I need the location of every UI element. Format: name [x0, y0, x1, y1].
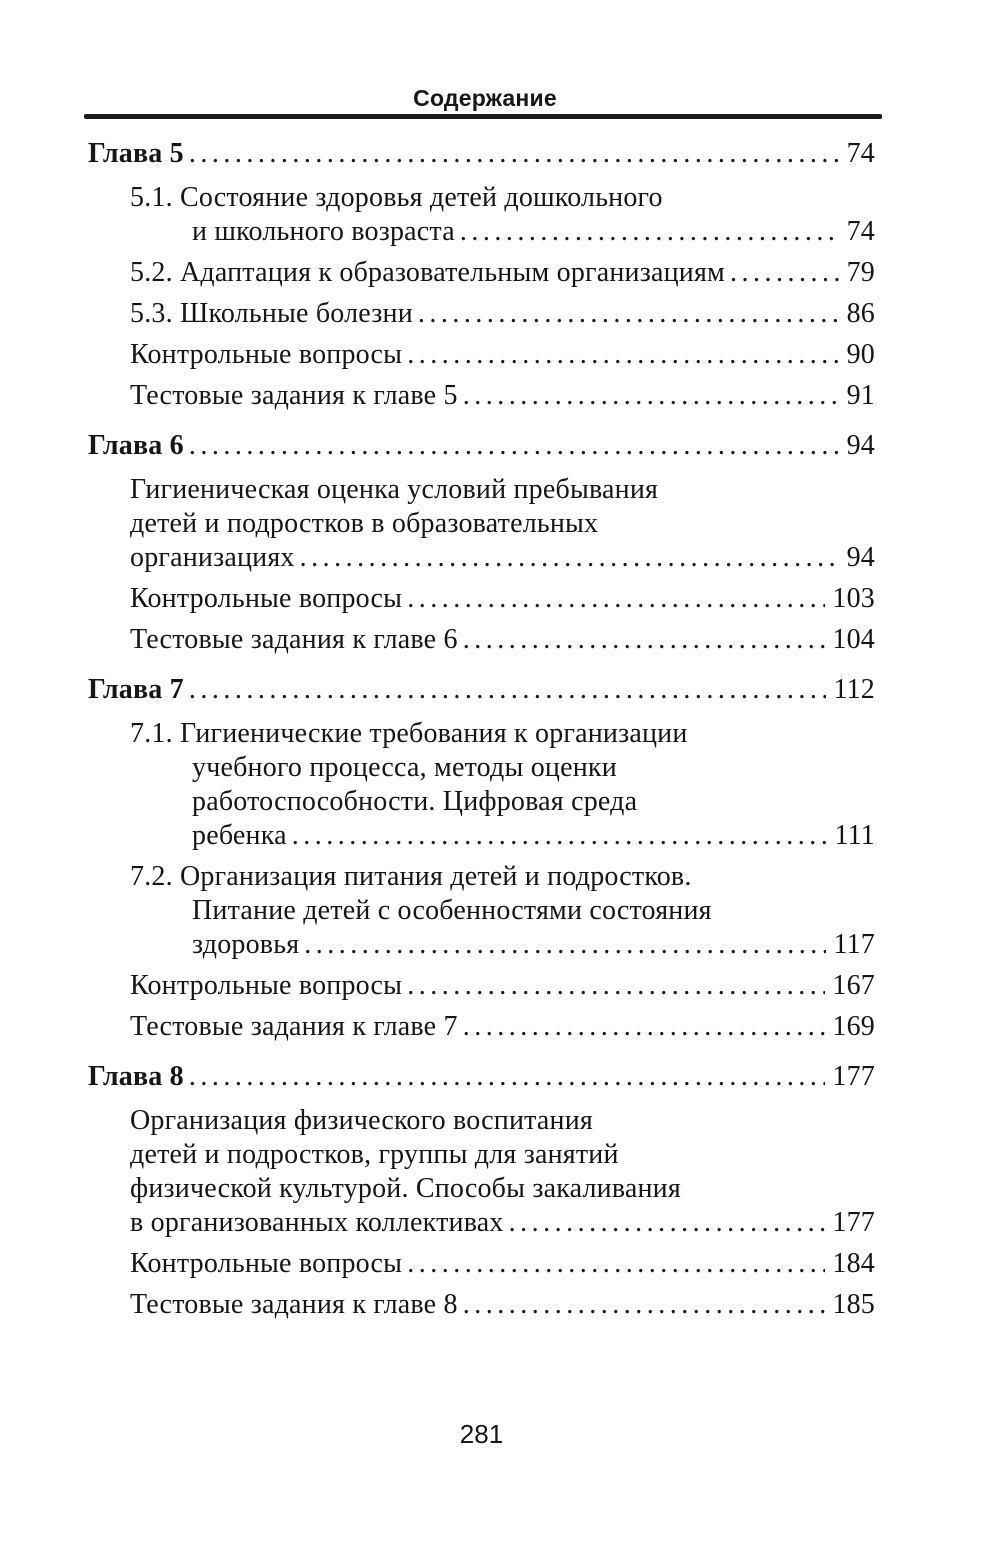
toc-entry — [130, 256, 875, 290]
entry-page-number: 169 — [832, 1011, 875, 1042]
entry-page-number: 74 — [846, 216, 875, 247]
toc-entry — [130, 1247, 875, 1281]
chapter-page-number: 94 — [846, 430, 875, 461]
dot-leader — [730, 256, 840, 290]
entry-page-number: 91 — [846, 380, 875, 411]
toc-entry-line — [130, 582, 875, 616]
toc-entry-line — [130, 1288, 875, 1322]
chapter-page-number: 112 — [833, 674, 875, 705]
header-rule — [84, 114, 882, 119]
toc-entry-text: организациях — [130, 542, 295, 573]
toc-entry-line: Питание детей с особенностями состояния — [192, 895, 712, 926]
entry-page-number: 90 — [846, 339, 875, 370]
toc-entry-line — [130, 379, 875, 413]
toc-entry-line: детей и подростков в образовательных — [130, 508, 599, 539]
toc-section-chapter-6 — [88, 429, 875, 657]
toc-entry-line — [192, 819, 875, 853]
table-of-contents — [88, 137, 875, 1329]
toc-entry — [130, 582, 875, 616]
toc-entry-text: Контрольные вопросы — [130, 1248, 403, 1279]
toc-chapter-row — [88, 673, 875, 707]
chapter-page-number: 177 — [832, 1061, 875, 1092]
toc-entry-text: 5.2. Адаптация к образовательным организациям — [130, 257, 725, 288]
toc-section-chapter-7 — [88, 673, 875, 1044]
entry-page-number: 103 — [832, 583, 875, 614]
toc-entry — [130, 1104, 875, 1240]
toc-entry-text: здоровья — [192, 929, 300, 960]
toc-entry-line: физической культурой. Способы закаливания — [130, 1173, 681, 1204]
toc-entry-text: в организованных коллективах — [130, 1207, 504, 1238]
toc-entry-line: 7.1. Гигиенические требования к организации — [130, 718, 688, 749]
toc-entry-line: работоспособности. Цифровая среда — [192, 786, 638, 817]
toc-entry-text: Контрольные вопросы — [130, 339, 403, 370]
dot-leader — [407, 582, 825, 616]
toc-entry-line: Организация физического воспитания — [130, 1105, 593, 1136]
dot-leader — [418, 297, 840, 331]
chapter-page-number: 74 — [846, 138, 875, 169]
toc-entry-line — [130, 969, 875, 1003]
entry-page-number: 167 — [832, 970, 875, 1001]
toc-entry — [130, 181, 875, 249]
entry-page-number: 117 — [833, 929, 875, 960]
toc-entry-line — [130, 623, 875, 657]
toc-entry-text: и школьного возраста — [192, 216, 455, 247]
toc-entry-text: ребенка — [192, 820, 287, 851]
toc-entry-line: 7.2. Организация питания детей и подростков. — [130, 861, 692, 892]
toc-chapter-row — [88, 137, 875, 171]
toc-entry — [130, 623, 875, 657]
toc-entry — [130, 1010, 875, 1044]
toc-entry-line — [130, 1206, 875, 1240]
toc-entry-line: Гигиеническая оценка условий пребывания — [130, 474, 659, 505]
entry-page-number: 184 — [832, 1248, 875, 1279]
dot-leader — [509, 1206, 826, 1240]
dot-leader — [189, 429, 840, 463]
toc-entry-text: Контрольные вопросы — [130, 583, 403, 614]
toc-entry-line — [130, 338, 875, 372]
dot-leader — [189, 673, 827, 707]
toc-section-chapter-8 — [88, 1060, 875, 1322]
entry-page-number: 79 — [846, 257, 875, 288]
toc-entry-line — [130, 256, 875, 290]
dot-leader — [407, 338, 839, 372]
dot-leader — [463, 379, 840, 413]
toc-entry-line — [130, 297, 875, 331]
dot-leader — [407, 969, 825, 1003]
toc-entry-line — [192, 928, 875, 962]
chapter-label: Глава 6 — [88, 430, 184, 461]
toc-entry-text: Тестовые задания к главе 6 — [130, 624, 458, 655]
toc-entry — [130, 297, 875, 331]
toc-entry — [130, 717, 875, 853]
dot-leader — [300, 541, 840, 575]
toc-entry-text: Тестовые задания к главе 7 — [130, 1011, 458, 1042]
dot-leader — [189, 1060, 826, 1094]
toc-entry-line — [130, 1247, 875, 1281]
entry-page-number: 94 — [846, 542, 875, 573]
toc-chapter-row — [88, 429, 875, 463]
toc-entry — [130, 379, 875, 413]
toc-entry-text: Контрольные вопросы — [130, 970, 403, 1001]
dot-leader — [463, 623, 826, 657]
page-number-footer: 281 — [459, 1419, 504, 1449]
toc-entry — [130, 1288, 875, 1322]
dot-leader — [463, 1288, 826, 1322]
dot-leader — [460, 215, 840, 249]
toc-entry-text: 5.3. Школьные болезни — [130, 298, 413, 329]
dot-leader — [407, 1247, 825, 1281]
page-title: Содержание — [413, 85, 557, 111]
toc-entry-line: 5.1. Состояние здоровья детей дошкольного — [130, 182, 663, 213]
toc-entry-line — [130, 541, 875, 575]
entry-page-number: 86 — [846, 298, 875, 329]
toc-entry — [130, 338, 875, 372]
toc-entry-text: Тестовые задания к главе 8 — [130, 1289, 458, 1320]
toc-entry — [130, 860, 875, 962]
toc-entry-line: детей и подростков, группы для занятий — [130, 1139, 619, 1170]
entry-page-number: 111 — [834, 820, 875, 851]
dot-leader — [189, 137, 840, 171]
dot-leader — [304, 928, 826, 962]
entry-page-number: 177 — [832, 1207, 875, 1238]
chapter-label: Глава 5 — [88, 138, 184, 169]
chapter-label: Глава 8 — [88, 1061, 184, 1092]
entry-page-number: 185 — [832, 1289, 875, 1320]
toc-entry — [130, 473, 875, 575]
toc-chapter-row — [88, 1060, 875, 1094]
toc-entry-line — [192, 215, 875, 249]
toc-entry-line — [130, 1010, 875, 1044]
toc-entry-line: учебного процесса, методы оценки — [192, 752, 617, 783]
toc-section-chapter-5 — [88, 137, 875, 413]
dot-leader — [292, 819, 828, 853]
toc-entry-text: Тестовые задания к главе 5 — [130, 380, 458, 411]
chapter-label: Глава 7 — [88, 674, 184, 705]
toc-entry — [130, 969, 875, 1003]
dot-leader — [463, 1010, 826, 1044]
entry-page-number: 104 — [832, 624, 875, 655]
